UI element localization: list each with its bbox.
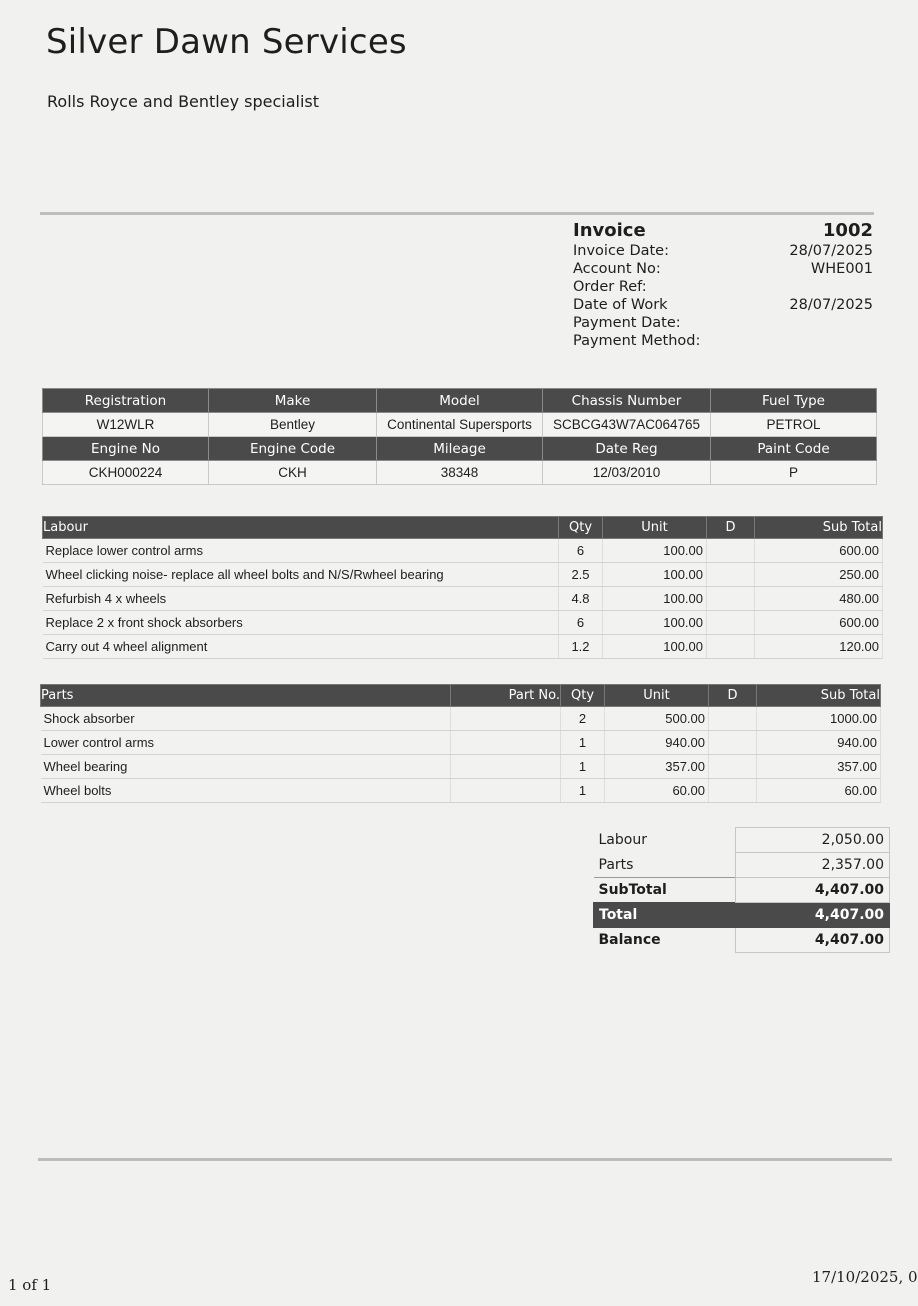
totals-value: 4,407.00 [736, 928, 890, 953]
totals-table [593, 827, 890, 953]
parts-desc: Wheel bearing [41, 755, 451, 779]
totals-row-total [594, 903, 890, 928]
invoice-field [573, 278, 873, 296]
labour-header-row [43, 517, 883, 539]
parts-partno [451, 731, 561, 755]
invoice-field [573, 314, 873, 332]
labour-unit: 100.00 [603, 563, 707, 587]
totals-value: 2,357.00 [736, 853, 890, 878]
vehicle-header-cell: Mileage [377, 437, 543, 461]
vehicle-header-cell: Model [377, 389, 543, 413]
vehicle-header-cell: Engine No [43, 437, 209, 461]
parts-header-row [41, 685, 881, 707]
parts-desc: Shock absorber [41, 707, 451, 731]
invoice-field-value: WHE001 [810, 261, 873, 277]
labour-desc: Replace lower control arms [43, 539, 559, 563]
vehicle-header-cell: Chassis Number [543, 389, 711, 413]
parts-header-subtotal: Sub Total [757, 685, 881, 707]
vehicle-value-cell: 12/03/2010 [543, 461, 711, 485]
table-row [41, 779, 881, 803]
parts-partno [451, 779, 561, 803]
parts-subtotal: 357.00 [757, 755, 881, 779]
totals-label: Parts [598, 856, 634, 873]
vehicle-value-row [43, 413, 877, 437]
vehicle-header-row [43, 389, 877, 413]
labour-unit: 100.00 [603, 635, 707, 659]
labour-qty: 2.5 [559, 563, 603, 587]
labour-subtotal: 480.00 [755, 587, 883, 611]
labour-desc: Wheel clicking noise- replace all wheel bolts and N/S/Rwheel bearing [43, 563, 559, 587]
labour-header-qty: Qty [559, 517, 603, 539]
labour-table [42, 516, 883, 659]
parts-partno [451, 755, 561, 779]
vehicle-value-cell: PETROL [711, 413, 877, 437]
totals-value: 4,407.00 [736, 903, 890, 928]
labour-d [707, 587, 755, 611]
vehicle-value-cell: CKH000224 [43, 461, 209, 485]
parts-d [709, 707, 757, 731]
totals-label: Labour [598, 832, 647, 848]
totals-row-subtotal [594, 878, 890, 903]
footer-divider [38, 1158, 892, 1161]
totals-value: 2,050.00 [736, 828, 890, 853]
parts-qty: 2 [561, 707, 605, 731]
vehicle-value-cell: W12WLR [43, 413, 209, 437]
labour-unit: 100.00 [603, 587, 707, 611]
labour-header-d: D [707, 517, 755, 539]
header-divider [40, 212, 874, 215]
invoice-field-value: 28/07/2025 [789, 243, 873, 259]
labour-desc: Carry out 4 wheel alignment [43, 635, 559, 659]
totals-label: Total [594, 903, 736, 928]
parts-unit: 357.00 [605, 755, 709, 779]
vehicle-header-cell: Date Reg [543, 437, 711, 461]
parts-d [709, 779, 757, 803]
parts-qty: 1 [561, 755, 605, 779]
labour-qty: 6 [559, 611, 603, 635]
parts-unit: 940.00 [605, 731, 709, 755]
labour-subtotal: 600.00 [755, 539, 883, 563]
parts-subtotal: 1000.00 [757, 707, 881, 731]
labour-header-unit: Unit [603, 517, 707, 539]
table-row [41, 755, 881, 779]
totals-row-parts [594, 853, 890, 878]
totals-value: 4,407.00 [736, 878, 890, 903]
parts-qty: 1 [561, 731, 605, 755]
vehicle-table [42, 388, 877, 485]
labour-desc: Replace 2 x front shock absorbers [43, 611, 559, 635]
table-row [43, 539, 883, 563]
totals-label: SubTotal [594, 878, 736, 903]
invoice-field-label: Payment Method: [573, 333, 701, 349]
labour-qty: 6 [559, 539, 603, 563]
labour-subtotal: 600.00 [755, 611, 883, 635]
vehicle-value-cell: Bentley [209, 413, 377, 437]
invoice-field-label: Date of Work [573, 297, 668, 313]
invoice-field-label: Order Ref: [573, 279, 647, 295]
invoice-field [573, 242, 873, 260]
parts-partno [451, 707, 561, 731]
invoice-field-label: Account No: [573, 261, 661, 277]
vehicle-value-row [43, 461, 877, 485]
parts-desc: Lower control arms [41, 731, 451, 755]
labour-d [707, 563, 755, 587]
labour-unit: 100.00 [603, 611, 707, 635]
vehicle-header-cell: Registration [43, 389, 209, 413]
parts-subtotal: 940.00 [757, 731, 881, 755]
totals-row-balance [594, 928, 890, 953]
invoice-heading [573, 220, 873, 242]
labour-subtotal: 250.00 [755, 563, 883, 587]
invoice-details [573, 220, 873, 350]
invoice-number: 1002 [822, 220, 873, 241]
invoice-title: Invoice [573, 220, 646, 241]
labour-d [707, 539, 755, 563]
invoice-field-label: Invoice Date: [573, 243, 669, 259]
page-counter: 1 of 1 [8, 1276, 52, 1294]
parts-d [709, 755, 757, 779]
labour-header-desc: Labour [43, 517, 559, 539]
invoice-field-label: Payment Date: [573, 315, 681, 331]
company-name: Silver Dawn Services [46, 22, 407, 62]
table-row [43, 587, 883, 611]
labour-d [707, 635, 755, 659]
table-row [41, 707, 881, 731]
vehicle-header-cell: Make [209, 389, 377, 413]
parts-desc: Wheel bolts [41, 779, 451, 803]
print-timestamp: 17/10/2025, 0 [812, 1268, 918, 1286]
table-row [41, 731, 881, 755]
parts-unit: 60.00 [605, 779, 709, 803]
parts-table [40, 684, 881, 803]
vehicle-value-cell: CKH [209, 461, 377, 485]
vehicle-header-cell: Engine Code [209, 437, 377, 461]
parts-header-desc: Parts [41, 685, 451, 707]
table-row [43, 611, 883, 635]
parts-qty: 1 [561, 779, 605, 803]
labour-header-subtotal: Sub Total [755, 517, 883, 539]
parts-header-partno: Part No. [451, 685, 561, 707]
vehicle-value-cell: 38348 [377, 461, 543, 485]
labour-desc: Refurbish 4 x wheels [43, 587, 559, 611]
parts-unit: 500.00 [605, 707, 709, 731]
vehicle-value-cell: Continental Supersports [377, 413, 543, 437]
parts-header-d: D [709, 685, 757, 707]
vehicle-value-cell: SCBCG43W7AC064765 [543, 413, 711, 437]
vehicle-header-cell: Fuel Type [711, 389, 877, 413]
company-tagline: Rolls Royce and Bentley specialist [47, 92, 320, 111]
totals-row-labour [594, 828, 890, 853]
labour-qty: 4.8 [559, 587, 603, 611]
labour-subtotal: 120.00 [755, 635, 883, 659]
parts-d [709, 731, 757, 755]
labour-d [707, 611, 755, 635]
parts-header-unit: Unit [605, 685, 709, 707]
labour-qty: 1.2 [559, 635, 603, 659]
parts-subtotal: 60.00 [757, 779, 881, 803]
labour-unit: 100.00 [603, 539, 707, 563]
invoice-field [573, 296, 873, 314]
parts-header-qty: Qty [561, 685, 605, 707]
invoice-field [573, 332, 873, 350]
totals-label: Balance [598, 932, 661, 949]
vehicle-header-cell: Paint Code [711, 437, 877, 461]
vehicle-header-row [43, 437, 877, 461]
invoice-field-value: 28/07/2025 [789, 297, 873, 313]
table-row [43, 563, 883, 587]
invoice-field [573, 260, 873, 278]
table-row [43, 635, 883, 659]
vehicle-value-cell: P [711, 461, 877, 485]
